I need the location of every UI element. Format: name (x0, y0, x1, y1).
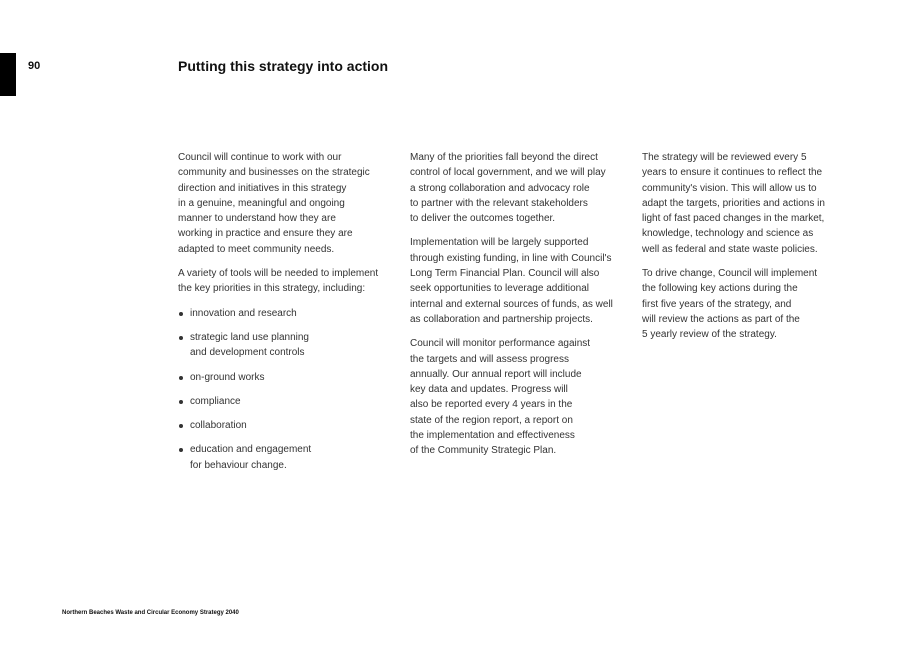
text-line: adapt the targets, priorities and actions in (642, 197, 825, 209)
list-item (178, 306, 396, 321)
text-line: knowledge, technology and science as (642, 228, 814, 240)
text-line: The strategy will be reviewed every 5 (642, 152, 807, 163)
monitoring-paragraph (410, 336, 628, 458)
tools-list (178, 306, 396, 473)
column-left (178, 150, 396, 482)
text-line: to deliver the outcomes together. (410, 213, 556, 225)
text-line: manner to understand how they are (178, 213, 336, 225)
text-line: also be reported every 4 years in the (410, 399, 573, 411)
page-title: Putting this strategy into action (178, 58, 389, 74)
text-line: light of fast paced changes in the market, (642, 213, 825, 225)
text-line: the key priorities in this strategy, including: (178, 283, 366, 295)
priorities-paragraph (410, 150, 628, 226)
text-line: first five years of the strategy, and (642, 298, 792, 310)
page-side-tab (0, 53, 16, 96)
text-line: direction and initiatives in this strategy (178, 182, 347, 194)
text-line: well as federal and state waste policies. (642, 243, 818, 255)
text-line: 5 yearly review of the strategy. (642, 329, 777, 341)
funding-paragraph (410, 235, 628, 327)
text-line: a strong collaboration and advocacy role (410, 182, 590, 194)
text-line: adapted to meet community needs. (178, 243, 335, 255)
text-line: control of local government, and we will play (410, 167, 606, 179)
text-line: strategic land use planning (190, 331, 309, 343)
text-line: innovation and research (190, 307, 297, 319)
tools-paragraph (178, 266, 396, 297)
text-line: key data and updates. Progress will (410, 384, 568, 396)
list-item (178, 442, 396, 473)
list-item (178, 394, 396, 409)
text-line: in a genuine, meaningful and ongoing (178, 197, 345, 209)
text-line: on-ground works (190, 371, 265, 383)
text-line: of the Community Strategic Plan. (410, 445, 557, 457)
intro-paragraph (178, 150, 396, 257)
text-line: as collaboration and partnership projects. (410, 313, 593, 325)
text-line: A variety of tools will be needed to implement (178, 268, 379, 280)
list-item (178, 370, 396, 385)
column-right (642, 150, 860, 352)
text-line: for behaviour change. (190, 459, 287, 471)
text-line: To drive change, Council will implement (642, 268, 818, 280)
text-line: working in practice and ensure they are (178, 228, 353, 240)
text-line: the implementation and effectiveness (410, 430, 575, 442)
text-line: years to ensure it continues to reflect the (642, 167, 823, 179)
document-footer: Northern Beaches Waste and Circular Economy Strategy 2040 (62, 610, 239, 616)
page-number: 90 (28, 60, 41, 72)
text-line: compliance (190, 395, 241, 407)
text-line: community's vision. This will allow us to (642, 182, 817, 194)
text-line: Council will monitor performance against (410, 338, 591, 350)
column-middle (410, 150, 628, 468)
text-line: state of the region report, a report on (410, 414, 573, 426)
text-line: will review the actions as part of the (642, 313, 800, 325)
text-line: annually. Our annual report will include (410, 368, 582, 380)
list-item (178, 418, 396, 433)
text-line: through existing funding, in line with Council's (410, 252, 612, 264)
text-line: to partner with the relevant stakeholders (410, 197, 588, 209)
text-line: and development controls (190, 347, 305, 359)
text-line: seek opportunities to leverage additional (410, 283, 590, 295)
text-line: the targets and will assess progress (410, 353, 569, 365)
text-line: education and engagement (190, 444, 312, 456)
actions-paragraph (642, 266, 860, 342)
text-line: Long Term Financial Plan. Council will also (410, 268, 600, 280)
text-line: Council will continue to work with our (178, 152, 342, 163)
text-line: community and businesses on the strategic (178, 167, 370, 179)
text-line: collaboration (190, 420, 247, 432)
text-line: Many of the priorities fall beyond the direct (410, 152, 598, 163)
text-line: the following key actions during the (642, 283, 798, 295)
text-line: Implementation will be largely supported (410, 237, 589, 249)
text-line: internal and external sources of funds, as well (410, 298, 613, 310)
review-paragraph (642, 150, 860, 257)
list-item (178, 330, 396, 361)
